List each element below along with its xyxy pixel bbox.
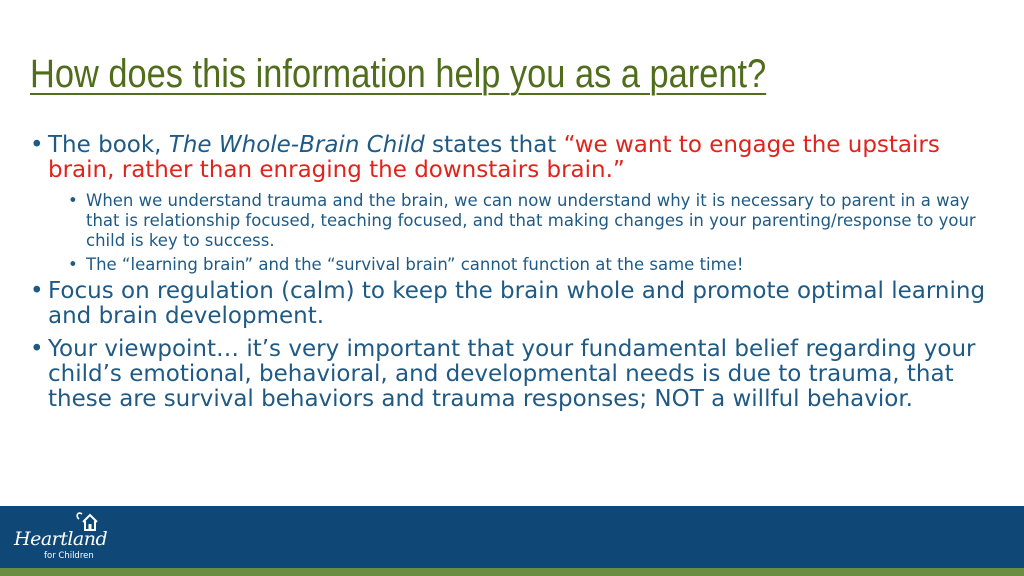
- slide-title: [30, 52, 766, 97]
- sub-bullet-trauma: • When we understand trauma and the brain, we can now understand why it is necessary to parent in a way that is relationship focused, teaching focused, and that making changes in your parenting/response to your child is key to success.: [66, 191, 994, 251]
- footer-accent-line: [0, 568, 1024, 576]
- book-title: The Whole-Brain Child: [168, 132, 425, 158]
- footer-bar: [0, 506, 1024, 568]
- sub-bullet-learning-brain: • The “learning brain” and the “survival brain” cannot function at the same time!: [66, 255, 994, 275]
- bullet-1-prefix: The book,: [48, 132, 169, 158]
- logo-wordmark: Heartland: [14, 528, 108, 550]
- slide-title-text: How does this information help you as a parent?: [30, 52, 767, 96]
- logo-tagline: for Children: [44, 551, 94, 561]
- bullet-whole-brain-child: [28, 133, 994, 183]
- slide-content: [28, 133, 994, 420]
- sub-bullet-list: [66, 191, 994, 275]
- bullet-regulation: • Focus on regulation (calm) to keep the brain whole and promote optimal learning and brain development.: [28, 279, 994, 329]
- bullet-viewpoint: • Your viewpoint… it’s very important that your fundamental belief regarding your child’s emotional, behavioral, and developmental needs is due to trauma, that these are survival behaviors and trauma responses; NOT a willful behavior.: [28, 337, 994, 412]
- bullet-1-middle: states that: [424, 132, 564, 158]
- heartland-logo: [14, 512, 110, 564]
- book-quote: “we want to engage the upstairs brain, rather than enraging the downstairs brain.”: [48, 132, 940, 183]
